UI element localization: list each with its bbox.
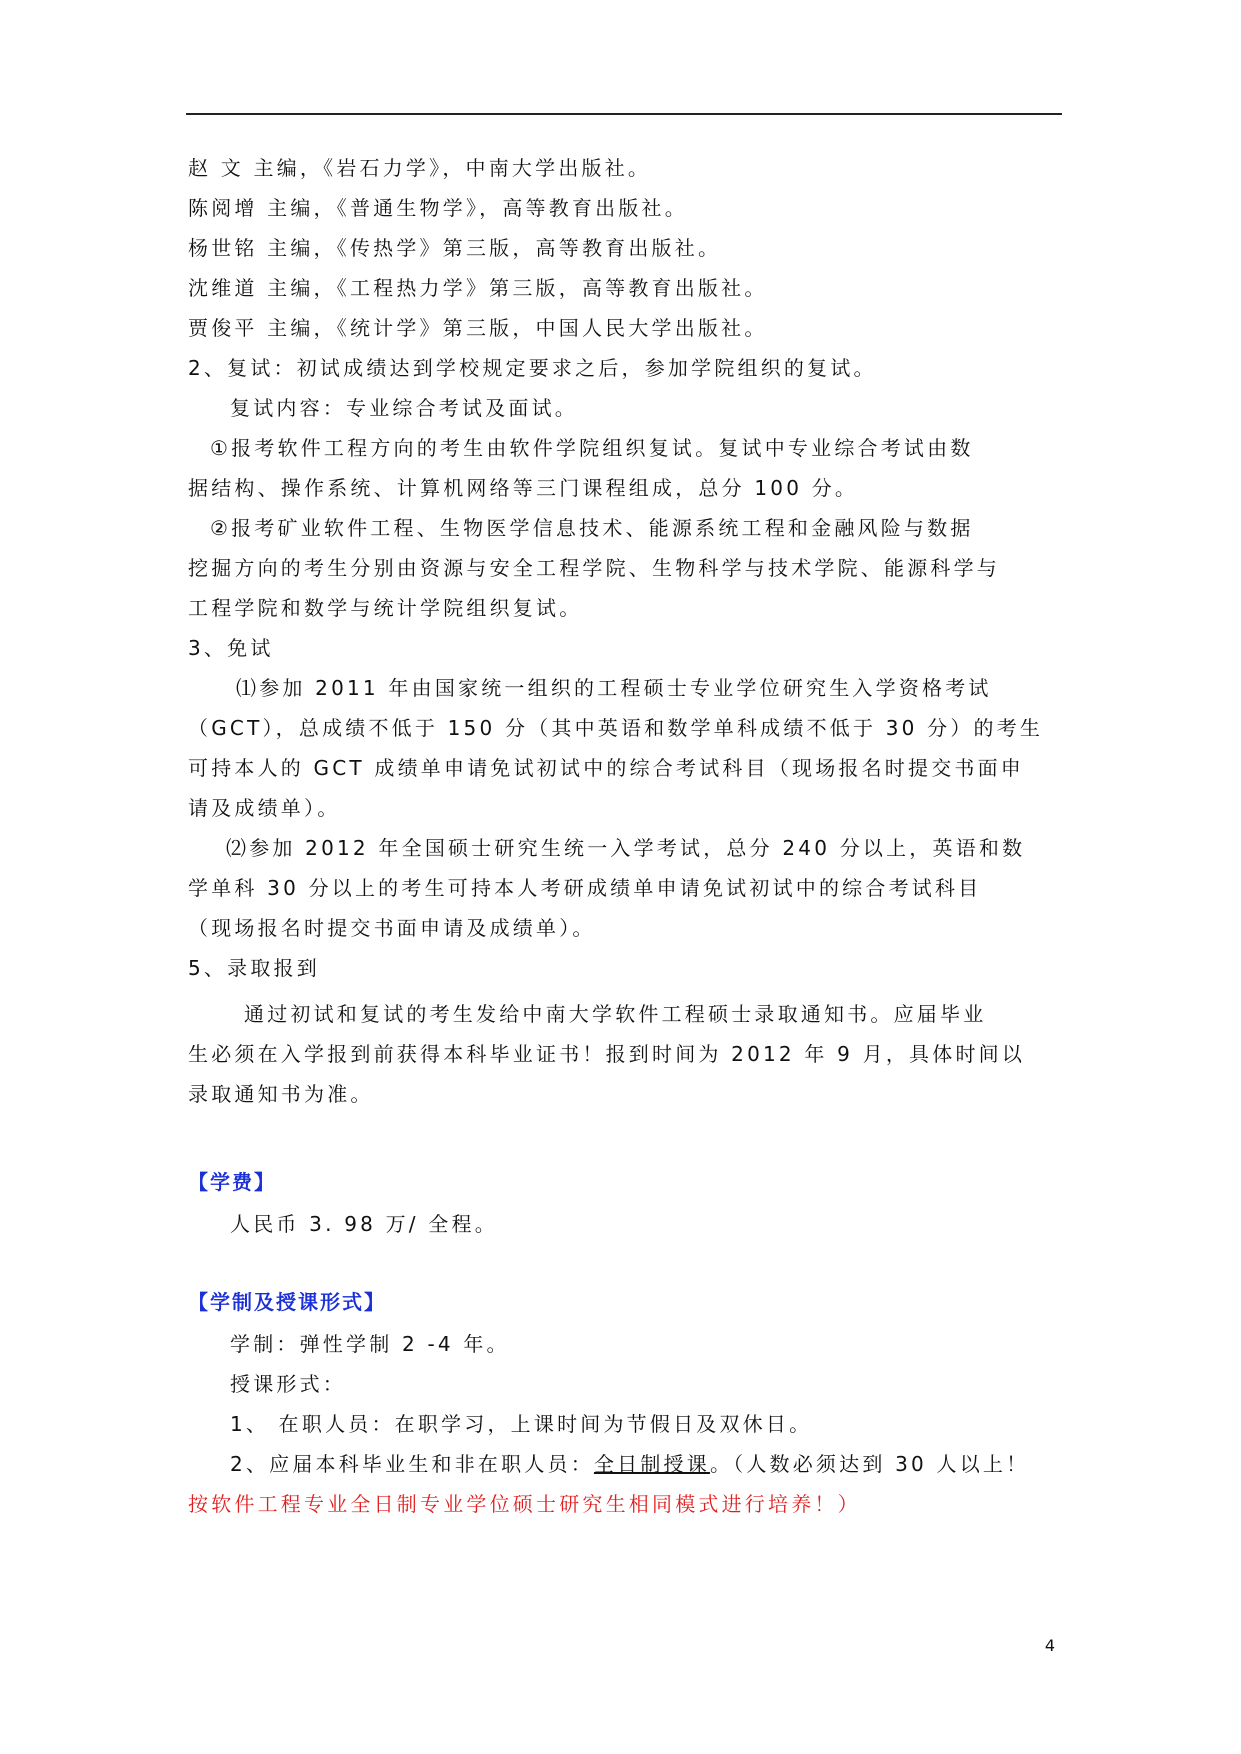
exempt-paragraph-2: 学单科 30 分以上的考生可持本人考研成绩单申请免试初试中的综合考试科目 xyxy=(188,876,982,900)
fee-heading: 【学费】 xyxy=(188,1170,276,1194)
full-time-teaching: 全日制授课 xyxy=(593,1452,710,1476)
schooling-heading: 【学制及授课形式】 xyxy=(188,1290,386,1314)
reference-line: 杨世铭 主编，《传热学》第三版，高等教育出版社。 xyxy=(188,236,722,260)
header-rule xyxy=(186,113,1062,115)
admission-heading: 5、录取报到 xyxy=(188,956,320,980)
schooling-duration: 学制：弹性学制 2 -4 年。 xyxy=(230,1332,510,1356)
reference-line: 陈阅增 主编，《普通生物学》，高等教育出版社。 xyxy=(188,196,688,220)
retest-paragraph-1: ①报考软件工程方向的考生由软件学院组织复试。复试中专业综合考试由数 xyxy=(210,436,974,460)
retest-content: 复试内容：专业综合考试及面试。 xyxy=(230,396,578,420)
admission-paragraph: 通过初试和复试的考生发给中南大学软件工程硕士录取通知书。应届毕业 xyxy=(244,1002,987,1026)
retest-heading: 2、复试：初试成绩达到学校规定要求之后，参加学院组织的复试。 xyxy=(188,356,877,380)
teaching-form-note: 按软件工程专业全日制专业学位硕士研究生相同模式进行培养！） xyxy=(188,1492,861,1516)
reference-line: 贾俊平 主编，《统计学》第三版，中国人民大学出版社。 xyxy=(188,316,768,340)
teaching-form-item-2 xyxy=(230,1450,1029,1478)
exempt-paragraph-1: 可持本人的 GCT 成绩单申请免试初试中的综合考试科目（现场报名时提交书面申 xyxy=(188,756,1024,780)
page-number: 4 xyxy=(1044,1636,1055,1655)
admission-paragraph: 录取通知书为准。 xyxy=(188,1082,374,1106)
retest-paragraph-2: 工程学院和数学与统计学院组织复试。 xyxy=(188,596,583,620)
reference-line: 沈维道 主编，《工程热力学》第三版，高等教育出版社。 xyxy=(188,276,768,300)
retest-paragraph-2: 挖掘方向的考生分别由资源与安全工程学院、生物科学与技术学院、能源科学与 xyxy=(188,556,1000,580)
admission-paragraph: 生必须在入学报到前获得本科毕业证书！报到时间为 2012 年 9 月，具体时间以 xyxy=(188,1042,1026,1066)
exempt-paragraph-2: （现场报名时提交书面申请及成绩单）。 xyxy=(188,916,596,940)
exempt-paragraph-1: 请及成绩单）。 xyxy=(188,796,341,820)
exempt-heading: 3、免试 xyxy=(188,636,274,660)
teaching-form-item-1: 1、 在职人员：在职学习，上课时间为节假日及双休日。 xyxy=(230,1412,813,1436)
item-2-prefix: 2、应届本科毕业生和非在职人员： xyxy=(230,1452,594,1476)
exempt-paragraph-1: ⑴参加 2011 年由国家统一组织的工程硕士专业学位研究生入学资格考试 xyxy=(236,676,992,700)
retest-paragraph-1: 据结构、操作系统、计算机网络等三门课程组成，总分 100 分。 xyxy=(188,476,859,500)
fee-text: 人民币 3. 98 万/ 全程。 xyxy=(230,1212,498,1236)
exempt-paragraph-2: ⑵参加 2012 年全国硕士研究生统一入学考试，总分 240 分以上，英语和数 xyxy=(226,836,1026,860)
item-2-suffix: 。（人数必须达到 30 人以上！ xyxy=(709,1452,1030,1476)
teaching-form-label: 授课形式： xyxy=(230,1372,346,1396)
exempt-paragraph-1: （GCT），总成绩不低于 150 分（其中英语和数学单科成绩不低于 30 分）的考生 xyxy=(188,716,1044,740)
reference-line: 赵 文 主编，《岩石力学》，中南大学出版社。 xyxy=(188,156,652,180)
retest-paragraph-2: ②报考矿业软件工程、生物医学信息技术、能源系统工程和金融风险与数据 xyxy=(210,516,974,540)
